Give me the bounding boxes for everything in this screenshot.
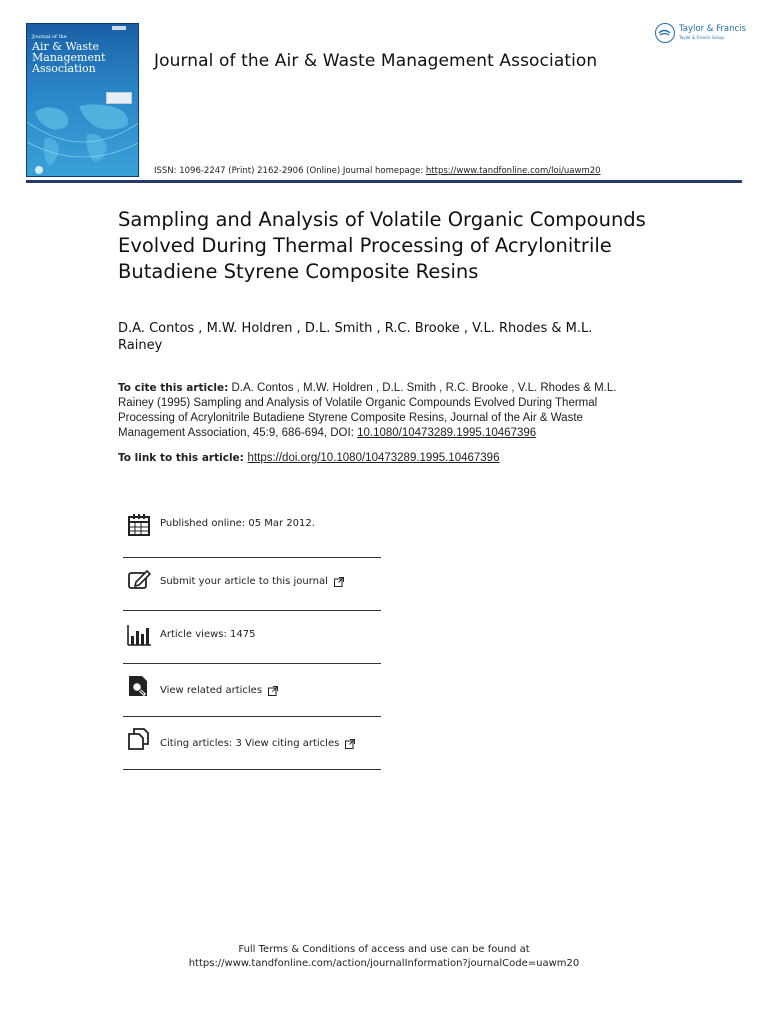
info-row-published (123, 505, 381, 558)
cover-world-map (27, 102, 139, 177)
submit-article-link[interactable] (160, 576, 344, 587)
external-link-icon (268, 686, 278, 696)
footer-line-1: Full Terms & Conditions of access and use can be found at (238, 944, 530, 955)
info-row-related[interactable] (123, 664, 381, 717)
publisher-logo-icon (655, 23, 675, 43)
article-authors: D.A. Contos , M.W. Holdren , D.L. Smith , R.C. Brooke , V.L. Rhodes & M.L. Rainey (118, 321, 593, 353)
info-row-views (123, 611, 381, 664)
submit-article-label: Submit your article to this journal (160, 576, 328, 587)
bar-chart-icon (127, 623, 151, 647)
publisher-name: Taylor & Francis (679, 24, 746, 34)
citing-articles-link[interactable] (160, 738, 355, 749)
related-articles-label: View related articles (160, 685, 263, 696)
cover-title-line-2: Management (32, 51, 106, 64)
cite-label: To cite this article: (118, 382, 229, 394)
footer-terms-link[interactable]: https://www.tandfonline.com/action/journalInformation?journalCode=uawm20 (188, 958, 580, 969)
related-articles-link[interactable] (160, 685, 278, 696)
edit-icon (127, 568, 151, 592)
journal-homepage-link[interactable]: https://www.tandfonline.com/loi/uawm20 (425, 166, 601, 176)
issn-line (154, 166, 601, 176)
external-link-icon (334, 577, 344, 587)
cover-title-line-3: Association (32, 62, 96, 75)
issn-text: ISSN: 1096-2247 (Print) 2162-2906 (Online) Journal homepage: (154, 166, 426, 176)
article-doi-url-link[interactable]: https://doi.org/10.1080/10473289.1995.10467396 (247, 452, 500, 464)
article-info-list (123, 505, 381, 770)
article-views: Article views: 1475 (160, 629, 256, 640)
article-title: Sampling and Analysis of Volatile Organic Compounds Evolved During Thermal Processing of Acrylonitrile Butadiene Styrene Composite Resins (118, 208, 646, 283)
published-date: Published online: 05 Mar 2012. (160, 518, 315, 529)
header-divider (26, 180, 742, 183)
external-link-icon (345, 739, 355, 749)
cover-title-line-1: Air & Waste (32, 40, 99, 53)
citing-articles-icon (127, 727, 151, 751)
doi-link[interactable]: 10.1080/10473289.1995.10467396 (357, 427, 537, 439)
cover-title (32, 34, 132, 74)
publisher-subname: Taylor & Francis Group (679, 35, 724, 40)
article-link-line (118, 452, 658, 464)
footer-terms (0, 943, 768, 971)
cover-label-strip (112, 26, 126, 30)
cover-title-small: Journal of the (32, 34, 67, 40)
link-label: To link to this article: (118, 452, 248, 464)
search-document-icon (127, 674, 151, 698)
calendar-icon (127, 513, 151, 537)
journal-cover-image (26, 23, 139, 177)
info-row-submit[interactable] (123, 558, 381, 611)
publisher-logo (655, 22, 747, 46)
citation-block (118, 381, 648, 441)
journal-title: Journal of the Air & Waste Management Association (154, 51, 598, 71)
citing-articles-label: Citing articles: 3 View citing articles (160, 738, 340, 749)
cite-text: D.A. Contos , M.W. Holdren , D.L. Smith , R.C. Brooke , V.L. Rhodes & M.L. Rainey (1995) Sampling and Analysis of Volatile Organic Compounds Evolved During Thermal Processing of Acrylonitrile Butadiene Styrene Composite Resins, Journal of the Air & Waste Management Association, 45:9, 686-694, DOI: (118, 382, 617, 439)
info-row-citing[interactable] (123, 717, 381, 770)
